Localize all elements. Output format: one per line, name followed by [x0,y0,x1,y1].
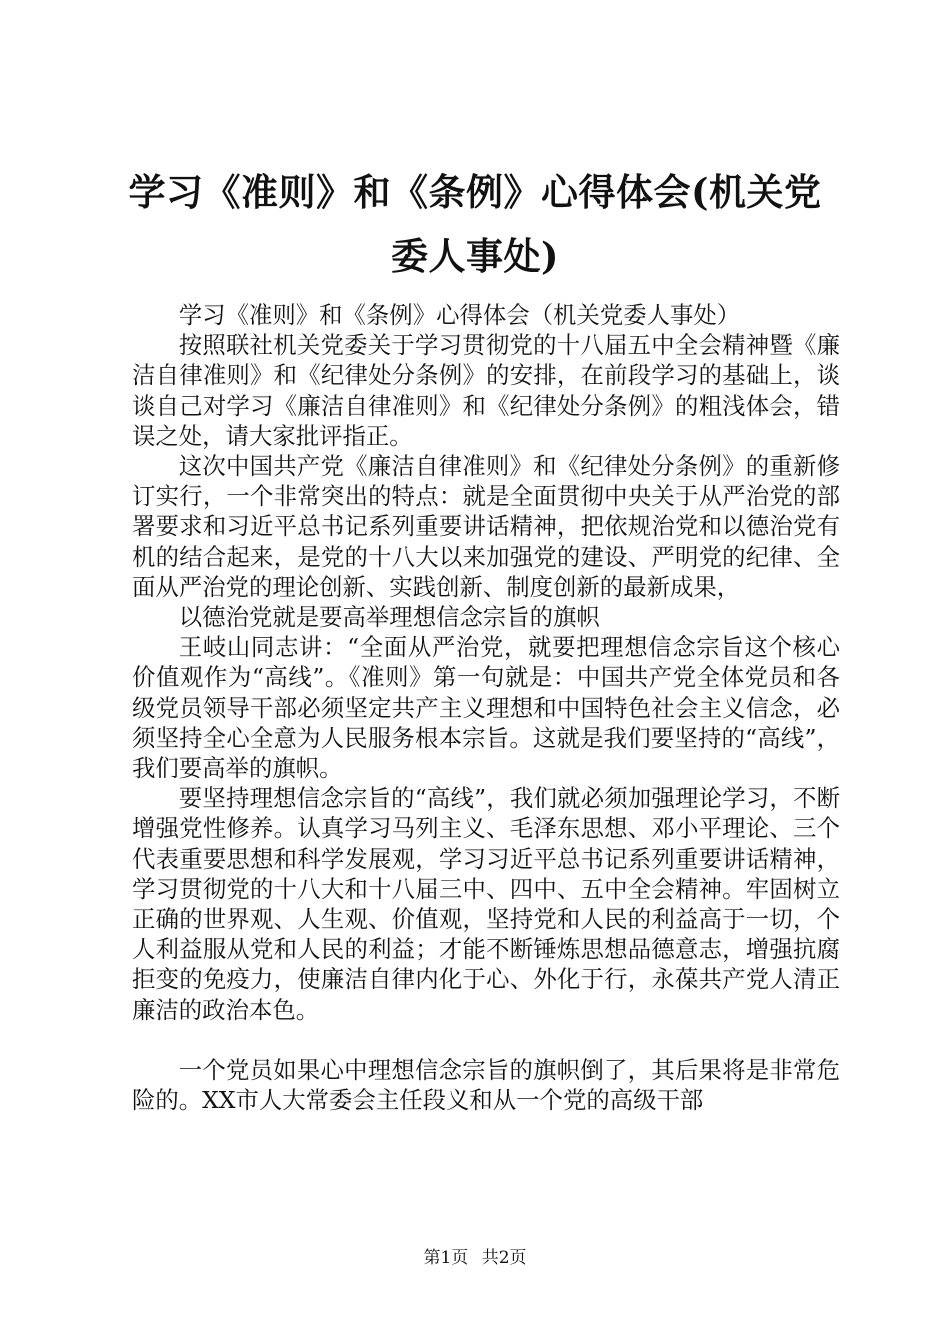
section-heading: 以德治党就是要高举理想信念宗旨的旗帜 [178,603,600,632]
page-number: 第1页 [423,1248,469,1268]
paragraph: 按照联社机关党委关于学习贯彻党的十八届五中全会精神暨《廉洁自律准则》和《纪律处分条例》的安排，在前段学习的基础上，谈谈自己对学习《廉洁自律准则》和《纪律处分条例》的粗浅体会，错误之处，请大家批评指正。 [132,331,840,450]
page-footer [0,1243,950,1268]
document-body [132,300,840,1115]
paragraph: 这次中国共产党《廉洁自律准则》和《纪律处分条例》的重新修订实行，一个非常突出的特点：就是全面贯彻中央关于从严治党的部署要求和习近平总书记系列重要讲话精神，把依规治党和以德治党有机的结合起来，是党的十八大以来加强党的建设、严明党的纪律、全面从严治党的理论创新、实践创新、制度创新的最新成果， [132,452,840,601]
paragraph: 要坚持理想信念宗旨的“高线”，我们就必须加强理论学习，不断增强党性修养。认真学习马列主义、毛泽东思想、邓小平理论、三个代表重要思想和科学发展观，学习习近平总书记系列重要讲话精神，学习贯彻党的十八大和十八届三中、四中、五中全会精神。牢固树立正确的世界观、人生观、价值观，坚持党和人民的利益高于一切，个人利益服从党和人民的利益；才能不断锤炼思想品德意志，增强抗腐拒变的免疫力，使廉洁自律内化于心、外化于行，永葆共产党人清正廉洁的政治本色。 [132,784,840,1024]
paragraph-subtitle: 学习《准则》和《条例》心得体会（机关党委人事处） [178,301,741,329]
paragraph: 一个党员如果心中理想信念宗旨的旗帜倒了，其后果将是非常危险的。XX市人大常委会主任段义和从一个党的高级干部 [132,1055,840,1115]
paragraph: 王岐山同志讲：“全面从严治党，就要把理想信念宗旨这个核心价值观作为“高线”。《准则》第一句就是：中国共产党全体党员和各级党员领导干部必须坚定共产主义理想和中国特色社会主义信念，必须坚持全心全意为人民服务根本宗旨。这就是我们要坚持的“高线”，我们要高举的旗帜。 [132,633,840,783]
document-title: 学习《准则》和《条例》心得体会(机关党委人事处) [128,170,822,278]
page-total: 共2页 [481,1248,527,1268]
